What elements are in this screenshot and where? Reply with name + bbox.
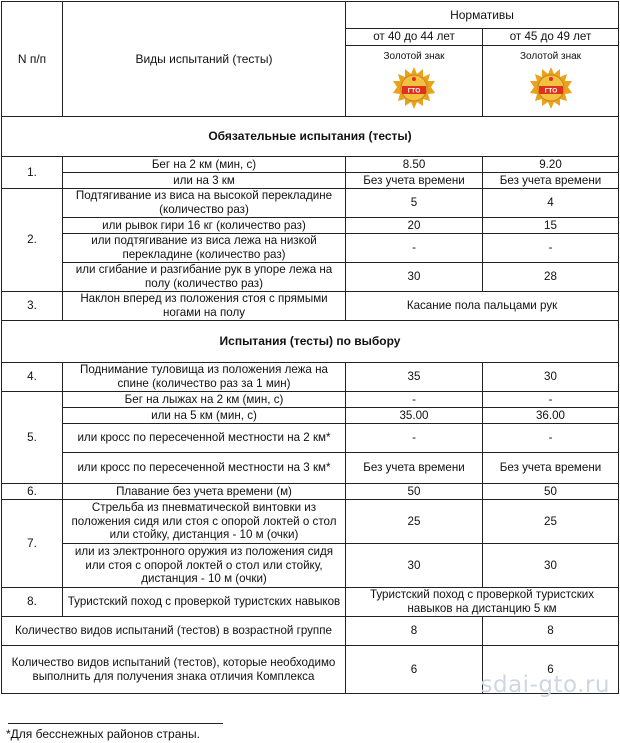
norms-table xyxy=(1,1,619,694)
norm-value: 28 xyxy=(483,263,619,292)
test-name: Бег на лыжах на 2 км (мин, с) xyxy=(63,392,346,408)
row-num: 6. xyxy=(2,484,63,500)
row-num: 7. xyxy=(2,500,63,588)
test-name: Наклон вперед из положения стоя с прямыми ногами на полу xyxy=(63,292,346,321)
svg-text:ГТО: ГТО xyxy=(544,87,557,95)
norm-value: Туристский поход с проверкой туристских навыков на дистанцию 5 км xyxy=(346,588,619,617)
norm-value: 30 xyxy=(483,544,619,588)
badge-label: Золотой знак xyxy=(383,51,445,63)
badge-cell-1 xyxy=(346,46,483,117)
norm-value: 35 xyxy=(346,363,483,392)
norm-value: 35.00 xyxy=(346,408,483,424)
norm-value: 25 xyxy=(346,500,483,544)
header-age-2: от 45 до 49 лет xyxy=(483,29,619,46)
test-name: Подтягивание из виса на высокой перекладине (количество раз) xyxy=(63,189,346,218)
norm-value: 4 xyxy=(483,189,619,218)
test-name: или из электронного оружия из положения сидя или стоя с опорой локтей о стол или стойку, дистанция - 10 м (очки) xyxy=(63,544,346,588)
norm-value: 50 xyxy=(483,484,619,500)
count-label: Количество видов испытаний (тестов) в возрастной группе xyxy=(2,617,346,646)
watermark: sdai-gto.ru xyxy=(480,672,610,698)
norm-value: 8.50 xyxy=(346,157,483,173)
norm-value: Без учета времени xyxy=(346,453,483,484)
row-num: 8. xyxy=(2,588,63,617)
norm-value: Без учета времени xyxy=(483,453,619,484)
row-num: 4. xyxy=(2,363,63,392)
norm-value: 30 xyxy=(483,363,619,392)
badge-count-value: 6 xyxy=(483,646,619,694)
test-name: или на 5 км (мин, с) xyxy=(63,408,346,424)
section-optional: Испытания (тесты) по выбору xyxy=(2,321,619,363)
row-num: 3. xyxy=(2,292,63,321)
norm-value: 15 xyxy=(483,218,619,234)
footnote-divider xyxy=(8,723,223,724)
test-name: или кросс по пересеченной местности на 3 км* xyxy=(63,453,346,484)
badge-label: Золотой знак xyxy=(519,51,582,63)
test-name: или кросс по пересеченной местности на 2 км* xyxy=(63,424,346,453)
norm-value: 36.00 xyxy=(483,408,619,424)
test-name: Поднимание туловища из положения лежа на спине (количество раз за 1 мин) xyxy=(63,363,346,392)
gold-badge-icon xyxy=(392,66,436,110)
count-value: 8 xyxy=(483,617,619,646)
test-name: Туристский поход с проверкой туристских навыков xyxy=(63,588,346,617)
gold-badge-icon xyxy=(529,66,573,110)
test-name: или рывок гири 16 кг (количество раз) xyxy=(63,218,346,234)
norm-value: 30 xyxy=(346,544,483,588)
header-test: Виды испытаний (тесты) xyxy=(63,2,346,117)
test-name: Плавание без учета времени (м) xyxy=(63,484,346,500)
norm-value: 20 xyxy=(346,218,483,234)
norm-value: - xyxy=(483,392,619,408)
norm-value: 50 xyxy=(346,484,483,500)
row-num: 5. xyxy=(2,392,63,484)
norm-value: Без учета времени xyxy=(483,173,619,189)
header-norms: Нормативы xyxy=(346,2,619,29)
norm-value: - xyxy=(346,234,483,263)
row-num: 2. xyxy=(2,189,63,292)
header-age-1: от 40 до 44 лет xyxy=(346,29,483,46)
norm-value: 25 xyxy=(483,500,619,544)
badge-cell-2 xyxy=(483,46,619,117)
test-name: или подтягивание из виса лежа на низкой перекладине (количество раз) xyxy=(63,234,346,263)
svg-text:ГТО: ГТО xyxy=(407,87,421,95)
norm-value: - xyxy=(483,424,619,453)
test-name: Бег на 2 км (мин, с) xyxy=(63,157,346,173)
norm-value: 30 xyxy=(346,263,483,292)
test-name: или сгибание и разгибание рук в упоре лежа на полу (количество раз) xyxy=(63,263,346,292)
norm-value: 9.20 xyxy=(483,157,619,173)
test-name: Стрельба из пневматической винтовки из положения сидя или стоя с опорой локтей о стол или стойку, дистанция - 10 м (очки) xyxy=(63,500,346,544)
footnote: *Для бесснежных районов страны. xyxy=(6,727,200,741)
badge-count-label: Количество видов испытаний (тестов), которые необходимо выполнить для получения знака отличия Комплекса xyxy=(2,646,346,694)
norm-value: 5 xyxy=(346,189,483,218)
row-num: 1. xyxy=(2,157,63,189)
norm-value: - xyxy=(483,234,619,263)
norm-value: Без учета времени xyxy=(346,173,483,189)
count-value: 8 xyxy=(346,617,483,646)
norm-value: - xyxy=(346,392,483,408)
norm-value: Касание пола пальцами рук xyxy=(346,292,619,321)
badge-count-value: 6 xyxy=(346,646,483,694)
test-name: или на 3 км xyxy=(63,173,346,189)
section-mandatory: Обязательные испытания (тесты) xyxy=(2,117,619,157)
header-num: N п/п xyxy=(2,2,63,117)
norm-value: - xyxy=(346,424,483,453)
